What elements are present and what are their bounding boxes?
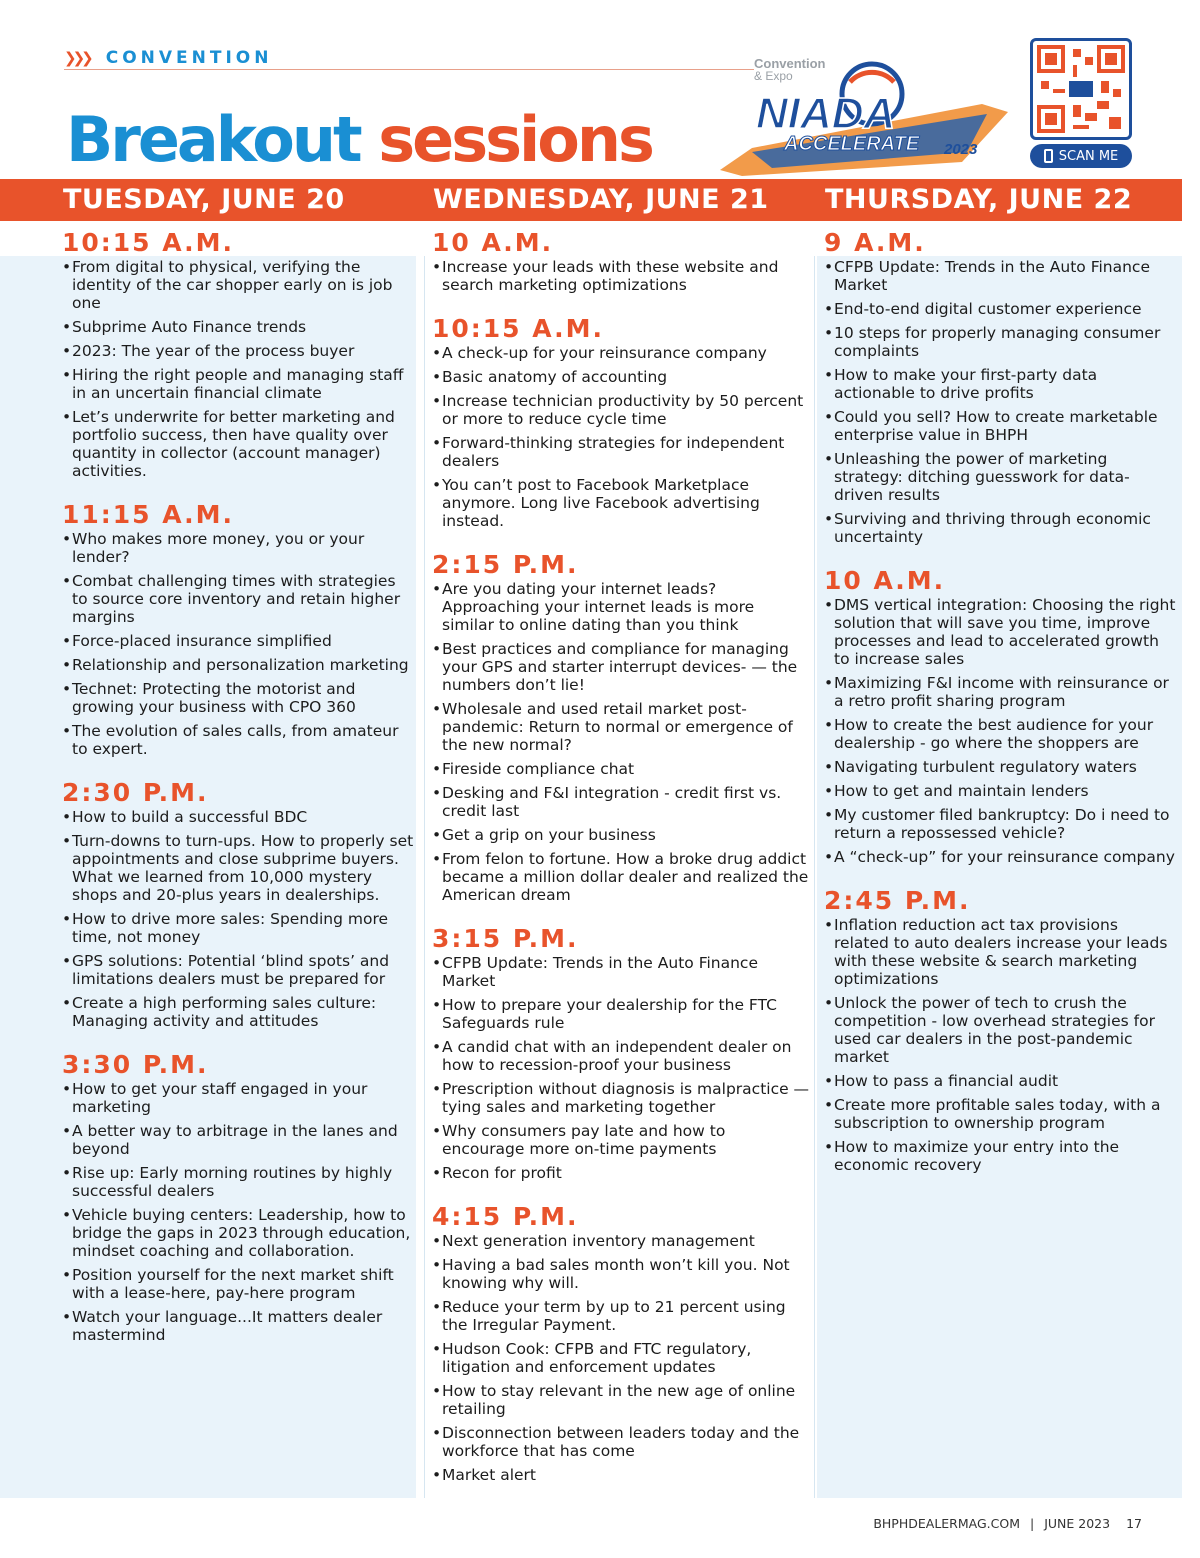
footer-site: BHPHDEALERMAG.COM bbox=[873, 1516, 1020, 1531]
phone-icon bbox=[1044, 149, 1053, 163]
session-item: • The evolution of sales calls, from amateur to expert. bbox=[62, 722, 414, 758]
session-item: • Combat challenging times with strategies to source core inventory and retain higher margins bbox=[62, 572, 414, 626]
session-item: • A better way to arbitrage in the lanes and beyond bbox=[62, 1122, 414, 1158]
session-item: • Hudson Cook: CFPB and FTC regulatory, litigation and enforcement updates bbox=[432, 1340, 810, 1376]
session-item: • Why consumers pay late and how to encourage more on-time payments bbox=[432, 1122, 810, 1158]
session-item: • Market alert bbox=[432, 1466, 810, 1484]
time-heading: 10 A.M. bbox=[824, 566, 946, 595]
time-block bbox=[824, 566, 1176, 866]
section-name: CONVENTION bbox=[105, 48, 273, 68]
time-block bbox=[432, 550, 810, 904]
time-block bbox=[432, 228, 810, 294]
logo-brand: NIADA bbox=[756, 89, 896, 138]
session-item: • Turn-downs to turn-ups. How to properly set appointments and close subprime buyers. What we learned from 10,000 mystery shops and 20-plus years in dealerships. bbox=[62, 832, 414, 904]
session-item: • Increase technician productivity by 50 percent or more to reduce cycle time bbox=[432, 392, 810, 428]
session-item: • Rise up: Early morning routines by highly successful dealers bbox=[62, 1164, 414, 1200]
time-heading: 11:15 A.M. bbox=[62, 500, 234, 529]
time-block bbox=[432, 314, 810, 530]
time-heading: 2:45 P.M. bbox=[824, 886, 971, 915]
page-title bbox=[66, 103, 652, 176]
session-item: • Wholesale and used retail market post-pandemic: Return to normal or emergence of the new normal? bbox=[432, 700, 810, 754]
footer-issue: JUNE 2023 bbox=[1044, 1516, 1111, 1531]
day-heading-wednesday: WEDNESDAY, JUNE 21 bbox=[433, 184, 769, 215]
time-block bbox=[62, 228, 414, 480]
header-rule bbox=[64, 69, 754, 70]
logo-expo: & Expo bbox=[754, 69, 793, 83]
session-item: • End-to-end digital customer experience bbox=[824, 300, 1176, 318]
session-item: • 2023: The year of the process buyer bbox=[62, 342, 414, 360]
session-item: • How to make your first-party data actionable to drive profits bbox=[824, 366, 1176, 402]
session-item: • How to drive more sales: Spending more time, not money bbox=[62, 910, 414, 946]
session-item: • How to maximize your entry into the economic recovery bbox=[824, 1138, 1176, 1174]
session-item: • A check-up for your reinsurance company bbox=[432, 344, 810, 362]
day-heading-thursday: THURSDAY, JUNE 22 bbox=[825, 184, 1133, 215]
session-item: • Could you sell? How to create marketable enterprise value in BHPH bbox=[824, 408, 1176, 444]
time-heading: 3:30 P.M. bbox=[62, 1050, 209, 1079]
time-block bbox=[62, 500, 414, 758]
session-item: • Who makes more money, you or your lender? bbox=[62, 530, 414, 566]
session-item: • My customer filed bankruptcy: Do i need to return a repossessed vehicle? bbox=[824, 806, 1176, 842]
page-footer bbox=[873, 1516, 1142, 1531]
session-item: • Force-placed insurance simplified bbox=[62, 632, 414, 650]
logo-convention: Convention bbox=[754, 56, 826, 71]
session-item: • Position yourself for the next market shift with a lease-here, pay-here program bbox=[62, 1266, 414, 1302]
scan-me-label: SCAN ME bbox=[1058, 148, 1119, 164]
session-item: • Vehicle buying centers: Leadership, how to bridge the gaps in 2023 through education, mindset coaching and collaboration. bbox=[62, 1206, 414, 1260]
session-item: • A “check-up” for your reinsurance company bbox=[824, 848, 1176, 866]
time-heading: 10 A.M. bbox=[432, 228, 554, 257]
double-chevron-icon: ❯❯❯ bbox=[64, 49, 90, 67]
session-item: • How to pass a financial audit bbox=[824, 1072, 1176, 1090]
session-item: • How to build a successful BDC bbox=[62, 808, 414, 826]
section-label bbox=[64, 48, 272, 68]
session-item: • GPS solutions: Potential ‘blind spots’ and limitations dealers must be prepared for bbox=[62, 952, 414, 988]
title-word-breakout: Breakout bbox=[66, 103, 360, 176]
session-item: • Unlock the power of tech to crush the competition - low overhead strategies for used car dealers in the post-pandemic market bbox=[824, 994, 1176, 1066]
session-item: • How to prepare your dealership for the FTC Safeguards rule bbox=[432, 996, 810, 1032]
session-item: • Surviving and thriving through economic uncertainty bbox=[824, 510, 1176, 546]
time-heading: 4:15 P.M. bbox=[432, 1202, 579, 1231]
time-heading: 2:30 P.M. bbox=[62, 778, 209, 807]
session-item: • Relationship and personalization marketing bbox=[62, 656, 414, 674]
scan-me-badge[interactable] bbox=[1030, 144, 1132, 168]
qr-code[interactable] bbox=[1030, 38, 1132, 140]
time-block bbox=[432, 924, 810, 1182]
session-item: • Technet: Protecting the motorist and growing your business with CPO 360 bbox=[62, 680, 414, 716]
day-heading-tuesday: TUESDAY, JUNE 20 bbox=[63, 184, 345, 215]
session-item: • CFPB Update: Trends in the Auto Finance Market bbox=[824, 258, 1176, 294]
session-item: • Get a grip on your business bbox=[432, 826, 810, 844]
time-heading: 3:15 P.M. bbox=[432, 924, 579, 953]
session-item: • Recon for profit bbox=[432, 1164, 810, 1182]
session-item: • Watch your language...It matters dealer mastermind bbox=[62, 1308, 414, 1344]
time-block bbox=[824, 886, 1176, 1174]
session-item: • Disconnection between leaders today and the workforce that has come bbox=[432, 1424, 810, 1460]
session-item: • How to stay relevant in the new age of online retailing bbox=[432, 1382, 810, 1418]
page-number: 17 bbox=[1126, 1516, 1142, 1531]
title-word-sessions: sessions bbox=[378, 103, 652, 176]
time-block bbox=[824, 228, 1176, 546]
session-item: • From digital to physical, verifying the identity of the car shopper early on is job one bbox=[62, 258, 414, 312]
session-item: • How to get and maintain lenders bbox=[824, 782, 1176, 800]
logo-tagline: ACCELERATE bbox=[784, 133, 920, 155]
time-block bbox=[432, 1202, 810, 1484]
session-item: • Forward-thinking strategies for independent dealers bbox=[432, 434, 810, 470]
wednesday-column bbox=[432, 228, 810, 1504]
session-item: • Navigating turbulent regulatory waters bbox=[824, 758, 1176, 776]
session-item: • You can’t post to Facebook Marketplace anymore. Long live Facebook advertising instead. bbox=[432, 476, 810, 530]
session-item: • Create more profitable sales today, with a subscription to ownership program bbox=[824, 1096, 1176, 1132]
session-item: • How to get your staff engaged in your marketing bbox=[62, 1080, 414, 1116]
logo-year: 2023 bbox=[944, 141, 978, 158]
session-item: • Basic anatomy of accounting bbox=[432, 368, 810, 386]
session-item: • 10 steps for properly managing consumer complaints bbox=[824, 324, 1176, 360]
niada-accelerate-logo bbox=[712, 52, 1012, 180]
time-heading: 9 A.M. bbox=[824, 228, 926, 257]
session-item: • A candid chat with an independent dealer on how to recession-proof your business bbox=[432, 1038, 810, 1074]
time-block bbox=[62, 1050, 414, 1344]
session-item: • Next generation inventory management bbox=[432, 1232, 810, 1250]
session-item: • Desking and F&I integration - credit first vs. credit last bbox=[432, 784, 810, 820]
session-item: • Maximizing F&I income with reinsurance or a retro profit sharing program bbox=[824, 674, 1176, 710]
session-item: • CFPB Update: Trends in the Auto Finance Market bbox=[432, 954, 810, 990]
qr-code-icon bbox=[1033, 41, 1129, 137]
session-item: • Hiring the right people and managing staff in an uncertain financial climate bbox=[62, 366, 414, 402]
session-item: • Inflation reduction act tax provisions related to auto dealers increase your leads with these website & search marketing optimizations bbox=[824, 916, 1176, 988]
session-item: • How to create the best audience for your dealership - go where the shoppers are bbox=[824, 716, 1176, 752]
session-item: • Subprime Auto Finance trends bbox=[62, 318, 414, 336]
time-heading: 10:15 A.M. bbox=[432, 314, 604, 343]
time-heading: 10:15 A.M. bbox=[62, 228, 234, 257]
session-item: • Fireside compliance chat bbox=[432, 760, 810, 778]
thursday-column bbox=[824, 228, 1176, 1194]
session-item: • Having a bad sales month won’t kill you. Not knowing why will. bbox=[432, 1256, 810, 1292]
session-item: • Let’s underwrite for better marketing and portfolio success, then have quality over quantity in collector (account manager) activities. bbox=[62, 408, 414, 480]
time-heading: 2:15 P.M. bbox=[432, 550, 579, 579]
session-item: • Unleashing the power of marketing strategy: ditching guesswork for data-driven results bbox=[824, 450, 1176, 504]
session-item: • DMS vertical integration: Choosing the right solution that will save you time, improve processes and lead to accelerated growth to increase sales bbox=[824, 596, 1176, 668]
session-item: • Reduce your term by up to 21 percent using the Irregular Payment. bbox=[432, 1298, 810, 1334]
session-item: • Best practices and compliance for managing your GPS and starter interrupt devices- — the numbers don’t lie! bbox=[432, 640, 810, 694]
session-item: • From felon to fortune. How a broke drug addict became a million dollar dealer and realized the American dream bbox=[432, 850, 810, 904]
session-item: • Prescription without diagnosis is malpractice — tying sales and marketing together bbox=[432, 1080, 810, 1116]
session-item: • Increase your leads with these website and search marketing optimizations bbox=[432, 258, 810, 294]
footer-divider: | bbox=[1030, 1516, 1035, 1531]
session-item: • Are you dating your internet leads? Approaching your internet leads is more similar to online dating than you think bbox=[432, 580, 810, 634]
session-item: • Create a high performing sales culture: Managing activity and attitudes bbox=[62, 994, 414, 1030]
time-block bbox=[62, 778, 414, 1030]
tuesday-column bbox=[62, 228, 414, 1364]
